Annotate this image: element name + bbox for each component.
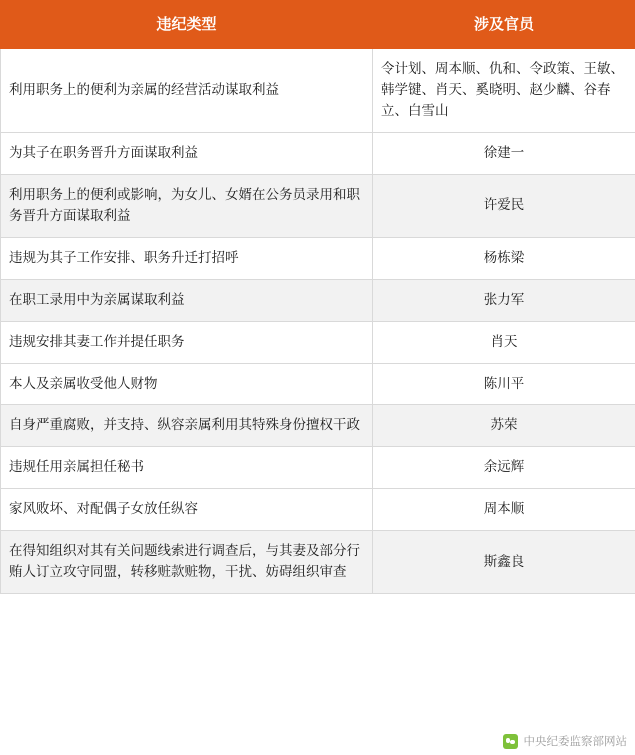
table-row <box>1 49 635 133</box>
cell-violation-type: 为其子在职务晋升方面谋取利益 <box>1 133 373 175</box>
cell-officials: 苏荣 <box>373 405 635 447</box>
cell-violation-type: 家风败坏、对配偶子女放任纵容 <box>1 489 373 531</box>
table-row <box>1 321 635 363</box>
cell-violation-type: 本人及亲属收受他人财物 <box>1 363 373 405</box>
wechat-icon <box>503 734 518 749</box>
cell-violation-type: 自身严重腐败，并支持、纵容亲属利用其特殊身份擅权干政 <box>1 405 373 447</box>
table-row <box>1 133 635 175</box>
table-row <box>1 279 635 321</box>
table-header <box>1 1 635 49</box>
cell-violation-type: 利用职务上的便利或影响，为女儿、女婿在公务员录用和职务晋升方面谋取利益 <box>1 174 373 237</box>
table-body <box>1 49 635 594</box>
cell-violation-type: 在职工录用中为亲属谋取利益 <box>1 279 373 321</box>
table-row <box>1 447 635 489</box>
table-row <box>1 174 635 237</box>
cell-violation-type: 违规任用亲属担任秘书 <box>1 447 373 489</box>
table-row <box>1 405 635 447</box>
cell-officials: 许爱民 <box>373 174 635 237</box>
cell-officials: 陈川平 <box>373 363 635 405</box>
cell-officials: 肖天 <box>373 321 635 363</box>
table-row <box>1 237 635 279</box>
table-row <box>1 363 635 405</box>
column-header-violation-type: 违纪类型 <box>1 1 373 49</box>
cell-violation-type: 利用职务上的便利为亲属的经营活动谋取利益 <box>1 49 373 133</box>
table-row <box>1 489 635 531</box>
cell-violation-type: 违规为其子工作安排、职务升迁打招呼 <box>1 237 373 279</box>
cell-officials: 周本顺 <box>373 489 635 531</box>
cell-officials: 斯鑫良 <box>373 531 635 594</box>
watermark-label: 中央纪委监察部网站 <box>523 734 627 748</box>
cell-violation-type: 违规安排其妻工作并提任职务 <box>1 321 373 363</box>
column-header-officials: 涉及官员 <box>373 1 635 49</box>
header-row <box>1 1 635 49</box>
cell-violation-type: 在得知组织对其有关问题线索进行调查后，与其妻及部分行贿人订立攻守同盟，转移赃款赃物，干扰、妨碍组织审查 <box>1 531 373 594</box>
table-row <box>1 531 635 594</box>
cell-officials: 张力军 <box>373 279 635 321</box>
cell-officials: 余远辉 <box>373 447 635 489</box>
watermark <box>503 733 628 749</box>
cell-officials: 令计划、周本顺、仇和、令政策、王敏、韩学键、肖天、奚晓明、赵少麟、谷春立、白雪山 <box>373 49 635 133</box>
cell-officials: 杨栋梁 <box>373 237 635 279</box>
cell-officials: 徐建一 <box>373 133 635 175</box>
